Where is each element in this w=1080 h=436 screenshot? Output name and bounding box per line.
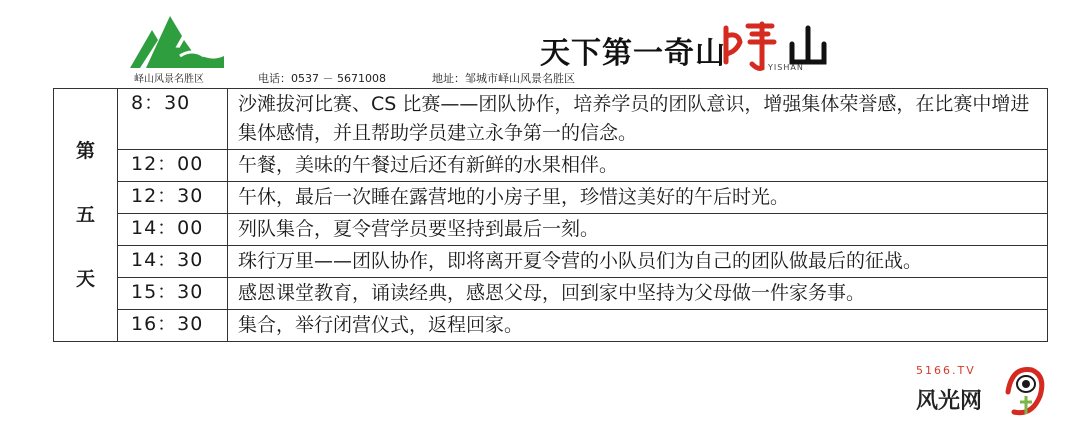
- address: 地址：邹城市峄山风景名胜区: [432, 72, 575, 85]
- brand-english: YISHAN: [768, 63, 804, 72]
- activity-cell: 感恩课堂教育，诵读经典，感恩父母，回到家中坚持为父母做一件家务事。: [228, 278, 1048, 310]
- phone-number: 电话：0537 － 5671008: [258, 72, 386, 85]
- logo-label: 峄山风景名胜区: [134, 74, 204, 85]
- activity-cell: 珠行万里——团队协作，即将离开夏令营的小队员们为自己的团队做最后的征战。: [228, 246, 1048, 278]
- scenic-area-logo: [128, 12, 228, 84]
- watermark-url: 5166.TV: [916, 364, 976, 377]
- eye-logo-icon: [1002, 362, 1048, 418]
- time-cell: 14：00: [118, 214, 228, 246]
- table-row: [54, 246, 1048, 278]
- mountain-logo-icon: [128, 12, 228, 72]
- time-cell: 8：30: [118, 89, 228, 150]
- time-cell: 15：30: [118, 278, 228, 310]
- watermark-text: 风光网: [916, 389, 983, 414]
- day-label-char: 天: [75, 268, 95, 290]
- watermark: [912, 362, 1052, 422]
- activity-cell: 列队集合，夏令营学员要坚持到最后一刻。: [228, 214, 1048, 246]
- activity-cell: 午休，最后一次睡在露营地的小房子里，珍惜这美好的午后时光。: [228, 182, 1048, 214]
- table-row: [54, 150, 1048, 182]
- day-label-char: 第: [75, 140, 95, 162]
- table-row: [54, 89, 1048, 150]
- time-cell: 12：30: [118, 182, 228, 214]
- time-cell: 14：30: [118, 246, 228, 278]
- activity-cell: 集合，举行闭营仪式，返程回家。: [228, 310, 1048, 342]
- day-label: [54, 89, 118, 342]
- table-row: [54, 214, 1048, 246]
- time-cell: 12：00: [118, 150, 228, 182]
- activity-cell: 午餐，美味的午餐过后还有新鲜的水果相伴。: [228, 150, 1048, 182]
- table-row: [54, 310, 1048, 342]
- activity-cell: 沙滩拔河比赛、CS 比赛——团队协作，培养学员的团队意识，增强集体荣誉感，在比赛中增进集体感情，并且帮助学员建立永争第一的信念。: [228, 89, 1048, 150]
- table-row: [54, 278, 1048, 310]
- day-label-char: 五: [75, 204, 95, 226]
- slogan: 天下第一奇山: [540, 36, 726, 71]
- table-row: [54, 182, 1048, 214]
- schedule-table: [53, 88, 1048, 342]
- time-cell: 16：30: [118, 310, 228, 342]
